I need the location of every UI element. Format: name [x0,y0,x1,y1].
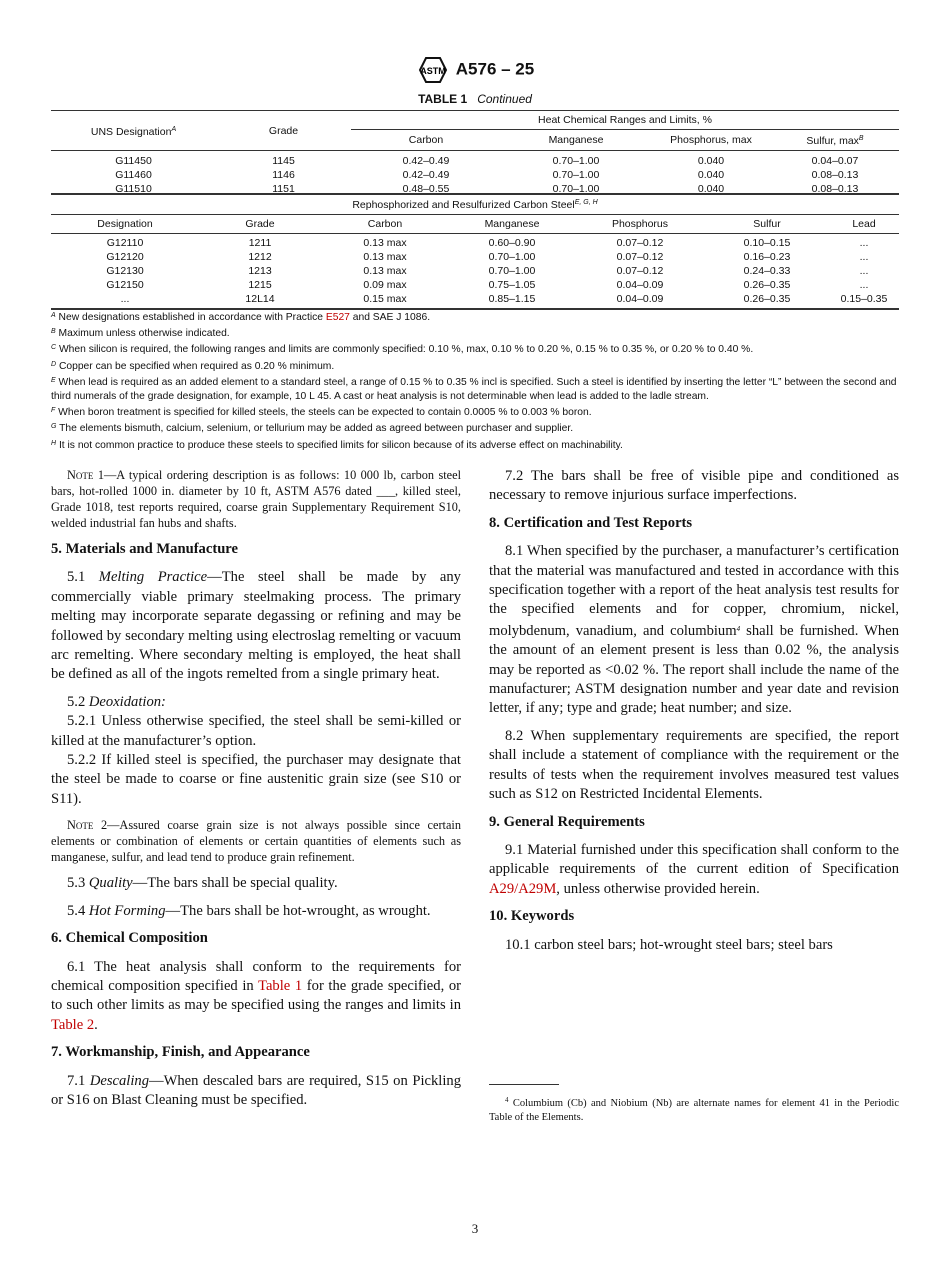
table-cell: G12130 [106,265,144,277]
table-row [51,278,899,292]
table-cell: 1215 [248,279,272,291]
section-heading: 8. Certification and Test Reports [489,514,693,531]
footnote-marker: C [51,344,57,352]
table-cell: 0.24–0.33 [743,265,791,277]
italic-term: Melting Practice [98,569,208,586]
section-heading: 6. Chemical Composition [51,930,208,947]
reference-link[interactable]: E527 [325,312,350,323]
column-header: Sulfur [753,218,781,230]
paragraph: 8.1 When specified by the purchaser, a manufacturer’s certification that the material was manufactured and tested in accordance with this specification together with a report of the heat analysis test results for the specified elements and for copper, chromium, nickel, molybdenum, vanadium, and columbium$^4$ shall be furnished. When the amount of an element present is less than 0.02 %, the analysis may be reported as <0.02 %. The report shall include the name of the manufacturer; ASTM designation number and year date and revision letter, if any; type and grade; heat number; and size. [489,543,900,717]
table-cell: 0.07–0.12 [616,265,664,277]
col-manganese: Manganese [548,134,604,146]
section-header: Rephosphorized and Resulfurized Carbon Steel$^{E, G, H}$ [352,199,598,211]
table-cell: 0.040 [697,183,725,195]
table-cell: 0.09 max [363,279,407,291]
paragraph: 9.1 Material furnished under this specification shall conform to the applicable requirements of the current edition of Specification A29/A29M, unless otherwise provided herein. [489,841,899,897]
right-column [489,467,899,963]
table-cell: 0.26–0.35 [743,279,791,291]
table-cell: G11450 [115,155,152,167]
footnote-e: $^E$ When lead is required as an added element to a standard steel, a range of 0.15 % to 0.35 % incl is specified. Such a steel is identified by inserting the letter “L” between the second and third numerals of the grade designation, for example, 10 L 45. A cast or heat analysis is not determinable when lead is added to the ladle stream. [51,376,897,403]
table-continued: Continued [477,92,532,106]
astm-logo-icon [416,55,450,85]
footnote-b: $^B$ Maximum unless otherwise indicated. [51,328,230,340]
table-row [51,234,899,251]
paragraph: 5.2.2 If killed steel is specified, the purchaser may designate that the steel be made to coarse or fine austenitic grain size (see S10 or S11). [51,752,461,807]
table-cell: ... [859,265,869,277]
footnote-marker: H [51,439,57,447]
table-cell: 0.70–1.00 [552,183,600,195]
table-cell: 0.60–0.90 [488,237,536,249]
group-header: Heat Chemical Ranges and Limits, % [351,111,899,130]
table-footnotes [51,309,901,453]
table-cell: 1145 [272,155,295,167]
note-label: Note [67,818,94,833]
paragraph: 10.1 carbon steel bars; hot-wrought steel bars; steel bars [505,936,833,953]
column-header: Designation [97,218,153,230]
paragraph: 6.1 The heat analysis shall conform to the requirements for chemical composition specified in Table 1 for the grade specified, or to such other limits as may be specified using the ranges and limits in Table 2. [51,958,461,1033]
table-cell: ... [859,279,869,291]
col-carbon: Carbon [408,134,444,146]
table-cell: ... [859,237,869,249]
paragraph: 7.1 Descaling—When descaled bars are required, S15 on Pickling or S16 on Blast Cleaning must be specified. [51,1072,461,1108]
table-cell: 0.13 max [363,251,407,263]
reference-link[interactable]: Table 2 [51,1016,95,1033]
column-header: Phosphorus [611,218,669,230]
italic-term: Quality [88,875,133,892]
table-cell: G12110 [106,237,144,249]
reference-link[interactable]: A29/A29M [489,880,557,897]
footnote-marker: G [51,423,57,431]
footnote-marker: D [51,360,57,368]
table-cell: 0.10–0.15 [743,237,791,249]
section-heading: 5. Materials and Manufacture [51,541,238,557]
paragraph: 5.2 Deoxidation: [67,693,166,710]
document-designation: A576 – 25 [455,59,535,79]
table-row [51,168,899,182]
note: Note 2—Assured coarse grain size is not always possible since certain elements or combination of elements or certain quantities of elements such as manganese, sulfur, and lead tend to produce grain refinement. [51,818,461,865]
table-cell: ... [120,293,130,305]
table-cell: 0.26–0.35 [743,293,791,305]
column-header: Manganese [484,218,540,230]
reference-link[interactable]: Table 1 [258,977,303,994]
table-cell: 0.70–1.00 [552,169,600,181]
footnote-marker: B [51,328,56,336]
italic-term: Deoxidation: [88,693,166,710]
footnote-h: $^H$ It is not common practice to produce these steels to specified limits for silicon because of its adverse effect on machinability. [51,439,623,451]
footnote-ref[interactable]: 4 [736,624,741,633]
table-row [51,264,899,278]
left-column [51,467,461,1118]
footnote-divider [489,1084,559,1085]
table-title [0,92,950,106]
table-cell: 0.04–0.07 [811,155,859,167]
note: Note 1—A typical ordering description is as follows: 10 000 lb, carbon steel bars, hot-rolled 1000 in. diameter by 10 ft, ASTM A576 dated ___, killed steel, Grade 1018, test reports required, coarse grain Supplementary Requirement S10, welded industrial fan hubs and shafts. [51,468,461,530]
italic-term: Hot Forming [88,902,166,919]
table-row [51,250,899,264]
table-cell: 0.48–0.55 [402,183,450,195]
italic-term: Descaling [89,1072,149,1089]
footnote-d: $^D$ Copper can be specified when required as 0.20 % minimum. [51,360,335,372]
footnote-g: $^G$ The elements bismuth, calcium, selenium, or tellurium may be added as agreed between purchaser and supplier. [51,423,574,435]
table-cell: 0.42–0.49 [402,155,450,167]
svg-text:ASTM: ASTM [420,66,446,76]
table-cell: 1151 [272,183,295,195]
table-cell: 0.16–0.23 [743,251,791,263]
table-cell: 12L14 [245,293,275,305]
table-cell: 1213 [248,265,272,277]
chem-table-top [51,110,899,199]
table-row [51,292,899,309]
col-phosphorus: Phosphorus, max [670,134,752,146]
table-cell: 0.70–1.00 [488,265,536,277]
table-cell: 0.70–1.00 [488,251,536,263]
table-cell: 0.08–0.13 [811,183,859,195]
table-row [51,151,899,169]
footnote-c: $^C$ When silicon is required, the following ranges and limits are commonly specified: 0.10 %, max, 0.10 % to 0.20 %, 0.15 % to 0.35 %, or 0.20 % to 0.40 %. [51,344,754,356]
section-heading: 7. Workmanship, Finish, and Appearance [51,1044,310,1061]
table-cell: G12120 [106,251,144,263]
table-cell: 0.15 max [363,293,407,305]
footnote-a: $^A$ New designations established in accordance with Practice E527 and SAE J 1086. [51,312,431,323]
footnote-marker: F [51,407,56,415]
paragraph: 5.2.1 Unless otherwise specified, the steel shall be semi-killed or killed at the manufacturer’s option. [51,713,461,749]
col-sulfur: Sulfur, $\max^B$ [806,135,864,147]
table-cell: 0.13 max [363,265,407,277]
column-header: Lead [852,218,876,230]
table-cell: 0.13 max [363,237,407,249]
table-cell: 0.42–0.49 [402,169,450,181]
paragraph: 8.2 When supplementary requirements are specified, the report shall include a statement of compliance with the requirement or the results of tests when the requirement involves measured test values such as S12 on Restricted Incidental Elements. [489,727,899,803]
table-cell: G12150 [106,279,144,291]
column-header: Grade [245,218,275,230]
page-number: 3 [471,1221,479,1236]
col-uns: UNS Designation$^A$ [51,111,216,151]
table-cell: 0.040 [697,155,725,167]
col-grade: Grade [216,111,351,151]
paragraph: 5.3 Quality—The bars shall be special quality. [67,875,338,892]
table-cell: 0.04–0.09 [616,293,664,305]
page-footnote: $^4$ Columbium (Cb) and Niobium (Nb) are alternate names for element 41 in the Periodic Table of the Elements. [489,1096,900,1123]
table-cell: G11460 [115,169,152,181]
table-cell: 0.85–1.15 [488,293,536,305]
table-cell: 1146 [272,169,295,181]
paragraph: 5.4 Hot Forming—The bars shall be hot-wrought, as wrought. [67,902,431,919]
table-cell: 0.15–0.35 [840,293,888,305]
note-label: Note [67,468,94,482]
table-number: TABLE 1 [418,92,468,106]
table-cell: 0.07–0.12 [616,237,664,249]
footnote-marker: E [51,376,56,384]
table-cell: ... [859,251,869,263]
section-heading: 10. Keywords [489,908,575,925]
paragraph: 5.1 Melting Practice—The steel shall be made by any commercially viable primary steelmaking process. The primary melting may incorporate separate degassing or refining and may be followed by secondary melting using electroslag remelting or vacuum arc remelting. Where secondary melting is employed, the heat shall be defined as all of the ingots remelted from a single primary heat. [51,569,461,683]
footnote-f: $^F$ When boron treatment is specified for killed steels, the steels can be expected to contain 0.0005 % to 0.003 % boron. [51,407,592,419]
paragraph: 7.2 The bars shall be free of visible pipe and conditioned as necessary to remove injurious surface imperfections. [489,468,899,504]
table-cell: 0.70–1.00 [552,155,600,167]
table-cell: 0.040 [697,169,725,181]
table-cell: 0.08–0.13 [811,169,859,181]
page-header [0,55,950,85]
table-cell: 0.04–0.09 [616,279,664,291]
section-heading: 9. General Requirements [489,813,645,830]
table-cell: 0.07–0.12 [616,251,664,263]
column-header: Carbon [367,218,403,230]
table-cell: 0.75–1.05 [488,279,536,291]
table-cell: G11510 [115,183,152,195]
chem-table-rephosphorized [51,193,899,310]
table-cell: 1212 [248,251,272,263]
footnote-marker: A [51,312,56,319]
table-cell: 1211 [248,237,272,249]
